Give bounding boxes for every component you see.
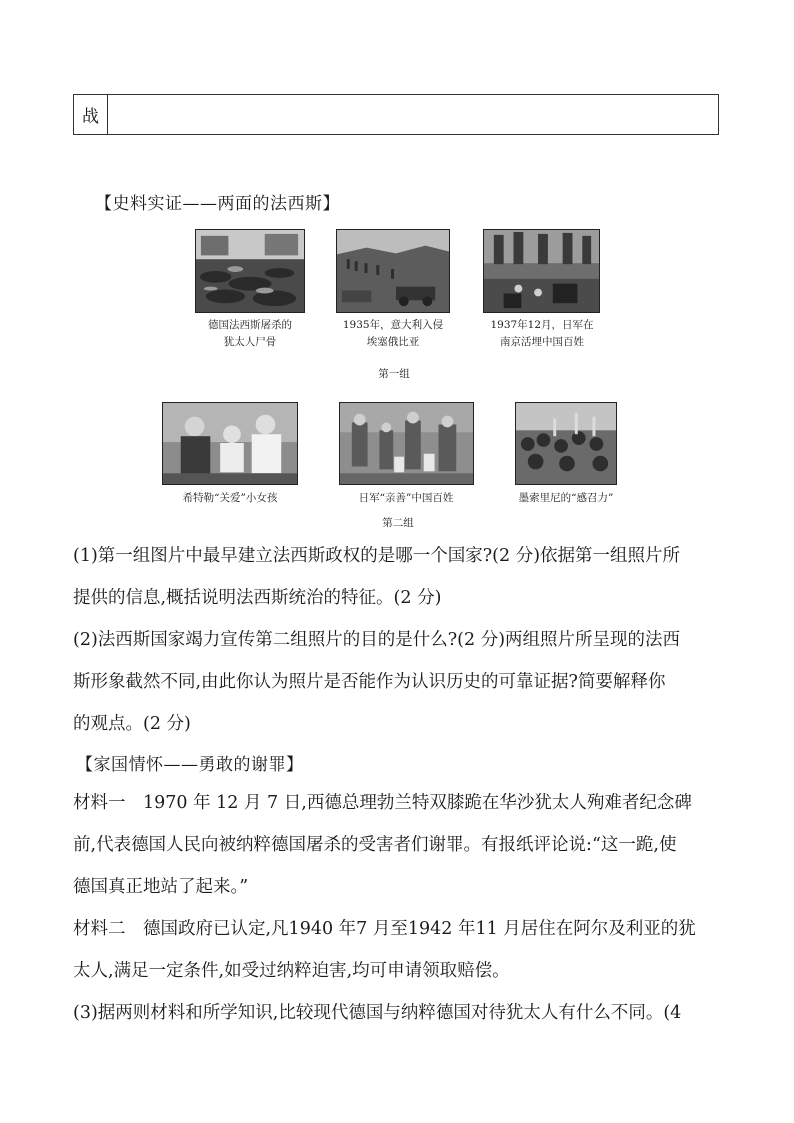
photo-mussolini-crowd bbox=[515, 402, 617, 485]
photo-italy-invades-ethiopia bbox=[336, 229, 450, 313]
group1-label: 第一组 bbox=[378, 368, 410, 380]
question-2-line: 斯形象截然不同,由此你认为照片是否能作为认识历史的可靠证据?简要解释你 bbox=[73, 672, 666, 692]
section-heading-evidence: 【史料实证——两面的法西斯】 bbox=[95, 194, 340, 214]
question-2-line: 的观点。(2 分) bbox=[73, 714, 191, 734]
question-2 bbox=[73, 619, 721, 745]
table-cell-content bbox=[108, 95, 718, 134]
group2-label: 第二组 bbox=[382, 517, 414, 529]
section-heading-patriotism: 【家国情怀——勇敢的谢罪】 bbox=[76, 755, 304, 775]
material-2-line: 太人,满足一定条件,如受过纳粹迫害,均可申请领取赔偿。 bbox=[73, 961, 510, 981]
material-2 bbox=[73, 908, 721, 992]
material-2-line: 材料二 德国政府已认定,凡1940 年7 月至1942 年11 月居住在阿尔及利亚的犹 bbox=[73, 919, 696, 939]
caption-japanese: 日军“亲善”中国百姓 bbox=[358, 492, 454, 504]
answer-table bbox=[73, 94, 719, 135]
question-1-line: 提供的信息,概括说明法西斯统治的特征。(2 分) bbox=[73, 588, 442, 608]
photo-holocaust-remains bbox=[195, 229, 305, 313]
question-3 bbox=[73, 992, 721, 1034]
material-1-line: 材料一 1970 年 12 月 7 日,西德总理勃兰特双膝跪在华沙犹太人殉难者纪念碑 bbox=[73, 793, 692, 813]
caption-hitler: 希特勒“关爱”小女孩 bbox=[182, 492, 278, 504]
table-cell-label: 战 bbox=[74, 95, 108, 134]
photo-hitler-girl bbox=[162, 402, 298, 485]
question-1-line: (1)第一组图片中最早建立法西斯政权的是哪一个国家?(2 分)依据第一组照片所 bbox=[73, 546, 681, 566]
caption-nanjing: 1937年12月，日军在 南京活埋中国百姓 bbox=[490, 319, 594, 348]
caption-mussolini: 墨索里尼的“感召力” bbox=[518, 492, 614, 504]
photo-nanjing-burial bbox=[483, 229, 600, 313]
caption-holocaust: 德国法西斯屠杀的 犹太人尸骨 bbox=[208, 319, 292, 348]
material-1 bbox=[73, 782, 721, 908]
material-1-line: 前,代表德国人民向被纳粹德国屠杀的受害者们谢罪。有报纸评论说:“这一跪,使 bbox=[73, 835, 677, 855]
photo-japanese-goodwill bbox=[339, 402, 474, 485]
question-2-line: (2)法西斯国家竭力宣传第二组照片的目的是什么?(2 分)两组照片所呈现的法西 bbox=[73, 630, 681, 650]
caption-ethiopia: 1935年，意大利入侵 埃塞俄比亚 bbox=[342, 319, 444, 348]
material-1-line: 德国真正地站了起来。” bbox=[73, 877, 249, 897]
question-3-line: (3)据两则材料和所学知识,比较现代德国与纳粹德国对待犹太人有什么不同。(4 bbox=[73, 1003, 682, 1023]
question-1 bbox=[73, 535, 721, 619]
